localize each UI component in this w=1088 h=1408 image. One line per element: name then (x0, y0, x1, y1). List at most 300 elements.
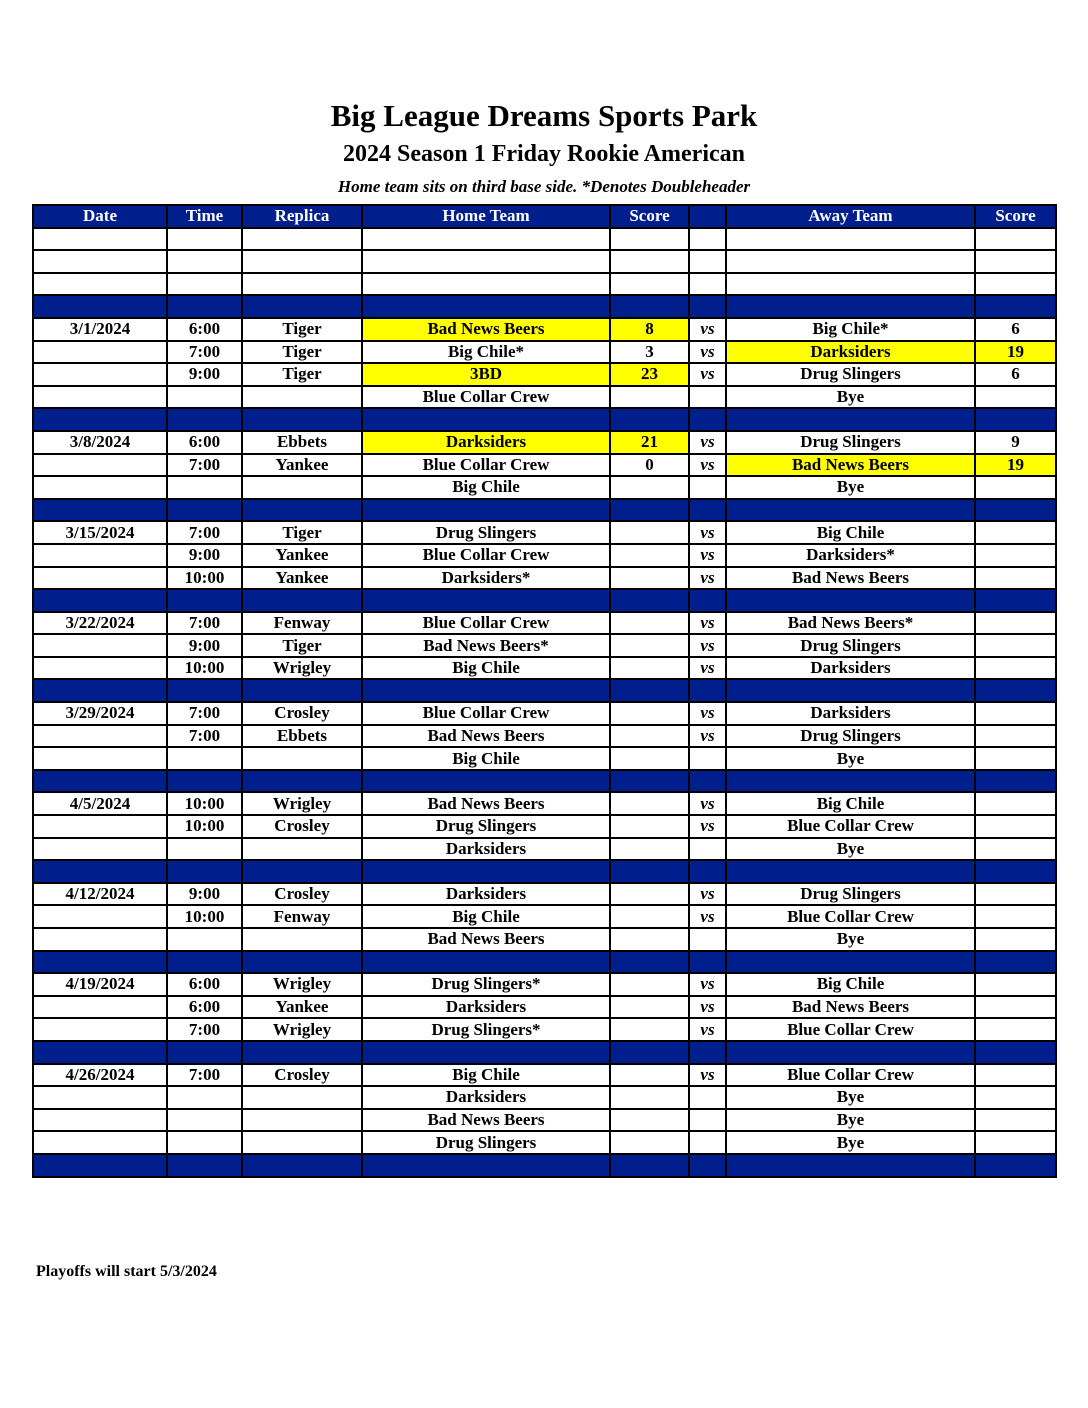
home-score-cell (610, 792, 689, 815)
vs-cell (689, 1154, 726, 1177)
away-team-cell: Big Chile (726, 792, 975, 815)
away-team-cell: Bye (726, 476, 975, 499)
blank-row (33, 273, 1056, 296)
home-team-cell (362, 770, 610, 793)
home-team-cell: Blue Collar Crew (362, 612, 610, 635)
away-score-cell (975, 1109, 1056, 1132)
game-row (33, 996, 1056, 1019)
week-separator-row (33, 951, 1056, 974)
vs-cell (689, 1131, 726, 1154)
away-team-cell: Bye (726, 386, 975, 409)
replica-cell (242, 1109, 362, 1132)
home-score-cell (610, 250, 689, 273)
home-score-cell (610, 1041, 689, 1064)
date-cell: 4/19/2024 (33, 973, 167, 996)
replica-cell (242, 1131, 362, 1154)
game-row (33, 905, 1056, 928)
game-row (33, 747, 1056, 770)
away-score-cell (975, 725, 1056, 748)
date-cell (33, 815, 167, 838)
replica-cell (242, 250, 362, 273)
game-row (33, 725, 1056, 748)
home-score-cell (610, 770, 689, 793)
replica-cell: Tiger (242, 363, 362, 386)
home-score-cell (610, 1131, 689, 1154)
away-team-cell (726, 295, 975, 318)
away-score-cell (975, 905, 1056, 928)
home-score-cell (610, 951, 689, 974)
date-cell: 4/5/2024 (33, 792, 167, 815)
away-score-cell (975, 679, 1056, 702)
vs-cell: vs (689, 612, 726, 635)
time-cell: 10:00 (167, 815, 242, 838)
vs-cell (689, 838, 726, 861)
game-row (33, 883, 1056, 906)
away-team-cell: Bye (726, 747, 975, 770)
home-score-cell (610, 815, 689, 838)
away-score-cell (975, 544, 1056, 567)
home-score-cell (610, 725, 689, 748)
home-team-cell: Bad News Beers (362, 1109, 610, 1132)
home-team-cell (362, 1154, 610, 1177)
home-score-cell (610, 521, 689, 544)
date-cell: 3/8/2024 (33, 431, 167, 454)
away-team-cell (726, 1041, 975, 1064)
replica-cell: Fenway (242, 612, 362, 635)
vs-cell: vs (689, 567, 726, 590)
week-separator-row (33, 1041, 1056, 1064)
replica-cell (242, 838, 362, 861)
col-away-score-header: Score (975, 205, 1056, 228)
home-team-cell: Bad News Beers (362, 318, 610, 341)
time-cell (167, 1041, 242, 1064)
vs-cell: vs (689, 634, 726, 657)
vs-cell: vs (689, 318, 726, 341)
away-score-cell (975, 386, 1056, 409)
home-score-cell (610, 634, 689, 657)
home-team-cell (362, 679, 610, 702)
week-separator-row (33, 1154, 1056, 1177)
home-team-cell: Blue Collar Crew (362, 386, 610, 409)
vs-cell: vs (689, 883, 726, 906)
blank-row (33, 250, 1056, 273)
game-row (33, 1109, 1056, 1132)
home-score-cell (610, 1109, 689, 1132)
game-row (33, 521, 1056, 544)
away-team-cell (726, 951, 975, 974)
game-row (33, 612, 1056, 635)
home-team-cell: Darksiders (362, 883, 610, 906)
date-cell (33, 905, 167, 928)
vs-cell (689, 499, 726, 522)
time-cell: 7:00 (167, 341, 242, 364)
away-team-cell (726, 499, 975, 522)
replica-cell: Wrigley (242, 657, 362, 680)
away-score-cell (975, 612, 1056, 635)
replica-cell (242, 1086, 362, 1109)
home-score-cell (610, 996, 689, 1019)
game-row (33, 476, 1056, 499)
away-score-cell (975, 273, 1056, 296)
away-team-cell: Blue Collar Crew (726, 905, 975, 928)
page-subtitle: 2024 Season 1 Friday Rookie American (343, 141, 745, 167)
replica-cell (242, 747, 362, 770)
away-team-cell (726, 1154, 975, 1177)
replica-cell (242, 476, 362, 499)
away-score-cell (975, 521, 1056, 544)
home-score-cell (610, 567, 689, 590)
schedule-table (32, 204, 1057, 1178)
date-cell (33, 951, 167, 974)
away-team-cell: Blue Collar Crew (726, 815, 975, 838)
time-cell: 9:00 (167, 634, 242, 657)
away-score-cell (975, 657, 1056, 680)
vs-cell (689, 1109, 726, 1132)
replica-cell (242, 679, 362, 702)
time-cell: 7:00 (167, 1018, 242, 1041)
home-score-cell (610, 702, 689, 725)
home-score-cell (610, 883, 689, 906)
home-score-cell (610, 544, 689, 567)
away-score-cell (975, 1154, 1056, 1177)
replica-cell (242, 589, 362, 612)
away-team-cell (726, 408, 975, 431)
home-score-cell (610, 295, 689, 318)
replica-cell (242, 860, 362, 883)
game-row (33, 792, 1056, 815)
home-score-cell (610, 386, 689, 409)
vs-cell (689, 386, 726, 409)
time-cell: 10:00 (167, 657, 242, 680)
away-score-cell (975, 228, 1056, 251)
vs-cell: vs (689, 792, 726, 815)
home-team-cell: Blue Collar Crew (362, 454, 610, 477)
time-cell (167, 1131, 242, 1154)
home-team-cell: Darksiders (362, 1086, 610, 1109)
replica-cell: Crosley (242, 702, 362, 725)
vs-cell (689, 747, 726, 770)
away-team-cell: Darksiders (726, 702, 975, 725)
vs-cell: vs (689, 973, 726, 996)
away-score-cell (975, 295, 1056, 318)
vs-cell: vs (689, 657, 726, 680)
date-cell (33, 725, 167, 748)
home-score-cell (610, 589, 689, 612)
home-team-cell (362, 1041, 610, 1064)
date-cell (33, 770, 167, 793)
away-score-cell (975, 634, 1056, 657)
home-team-cell (362, 228, 610, 251)
away-score-cell (975, 702, 1056, 725)
away-team-cell: Blue Collar Crew (726, 1064, 975, 1087)
time-cell (167, 679, 242, 702)
home-score-cell (610, 1064, 689, 1087)
vs-cell: vs (689, 725, 726, 748)
date-cell (33, 363, 167, 386)
vs-cell: vs (689, 544, 726, 567)
away-team-cell (726, 679, 975, 702)
game-row (33, 1086, 1056, 1109)
away-team-cell: Darksiders (726, 657, 975, 680)
date-cell (33, 567, 167, 590)
time-cell (167, 860, 242, 883)
home-team-cell (362, 250, 610, 273)
replica-cell (242, 273, 362, 296)
vs-cell: vs (689, 815, 726, 838)
date-cell (33, 408, 167, 431)
away-team-cell: Bad News Beers* (726, 612, 975, 635)
date-cell (33, 838, 167, 861)
home-team-cell (362, 295, 610, 318)
away-team-cell: Drug Slingers (726, 431, 975, 454)
game-row (33, 1018, 1056, 1041)
away-score-cell (975, 883, 1056, 906)
date-cell (33, 679, 167, 702)
home-team-cell: Big Chile (362, 657, 610, 680)
replica-cell: Tiger (242, 521, 362, 544)
replica-cell: Crosley (242, 883, 362, 906)
away-score-cell: 19 (975, 341, 1056, 364)
home-team-cell: Blue Collar Crew (362, 702, 610, 725)
date-cell (33, 250, 167, 273)
replica-cell: Fenway (242, 905, 362, 928)
replica-cell: Yankee (242, 567, 362, 590)
week-separator-row (33, 770, 1056, 793)
vs-cell: vs (689, 702, 726, 725)
away-score-cell (975, 928, 1056, 951)
col-time-header: Time (167, 205, 242, 228)
date-cell (33, 228, 167, 251)
time-cell (167, 273, 242, 296)
date-cell (33, 1086, 167, 1109)
time-cell (167, 1086, 242, 1109)
game-row (33, 1131, 1056, 1154)
home-score-cell (610, 612, 689, 635)
away-team-cell (726, 589, 975, 612)
home-team-cell: Bad News Beers* (362, 634, 610, 657)
home-team-cell: Big Chile (362, 476, 610, 499)
date-cell (33, 996, 167, 1019)
replica-cell (242, 499, 362, 522)
time-cell (167, 1109, 242, 1132)
home-score-cell: 21 (610, 431, 689, 454)
away-team-cell: Bye (726, 928, 975, 951)
home-score-cell (610, 838, 689, 861)
page-title: Big League Dreams Sports Park (330, 98, 758, 133)
home-score-cell: 23 (610, 363, 689, 386)
vs-cell (689, 951, 726, 974)
date-cell (33, 273, 167, 296)
vs-cell (689, 770, 726, 793)
time-cell (167, 250, 242, 273)
time-cell (167, 770, 242, 793)
home-team-cell (362, 499, 610, 522)
away-score-cell: 9 (975, 431, 1056, 454)
col-vs-header (689, 205, 726, 228)
date-cell (33, 341, 167, 364)
time-cell (167, 838, 242, 861)
away-score-cell (975, 476, 1056, 499)
home-team-cell: Drug Slingers* (362, 1018, 610, 1041)
game-row (33, 318, 1056, 341)
playoffs-note: Playoffs will start 5/3/2024 (36, 1263, 217, 1280)
away-team-cell: Bye (726, 1086, 975, 1109)
away-score-cell (975, 1086, 1056, 1109)
home-score-cell (610, 679, 689, 702)
game-row (33, 973, 1056, 996)
away-team-cell: Drug Slingers (726, 883, 975, 906)
time-cell (167, 408, 242, 431)
time-cell: 7:00 (167, 702, 242, 725)
date-cell (33, 1109, 167, 1132)
time-cell: 9:00 (167, 883, 242, 906)
date-cell (33, 544, 167, 567)
game-row (33, 815, 1056, 838)
away-score-cell (975, 770, 1056, 793)
week-separator-row (33, 295, 1056, 318)
date-cell: 3/29/2024 (33, 702, 167, 725)
date-cell: 4/26/2024 (33, 1064, 167, 1087)
vs-cell (689, 1086, 726, 1109)
time-cell: 10:00 (167, 567, 242, 590)
away-score-cell (975, 747, 1056, 770)
away-team-cell: Bye (726, 838, 975, 861)
week-separator-row (33, 589, 1056, 612)
replica-cell: Ebbets (242, 431, 362, 454)
home-score-cell (610, 928, 689, 951)
vs-cell (689, 679, 726, 702)
away-team-cell: Bye (726, 1131, 975, 1154)
away-score-cell (975, 1018, 1056, 1041)
home-team-cell (362, 860, 610, 883)
time-cell (167, 295, 242, 318)
home-score-cell: 8 (610, 318, 689, 341)
away-score-cell (975, 1041, 1056, 1064)
away-team-cell: Big Chile (726, 521, 975, 544)
blank-row (33, 228, 1056, 251)
replica-cell: Wrigley (242, 973, 362, 996)
home-team-cell: Bad News Beers (362, 725, 610, 748)
replica-cell (242, 1041, 362, 1064)
home-score-cell (610, 228, 689, 251)
home-team-cell: Drug Slingers* (362, 973, 610, 996)
replica-cell: Yankee (242, 996, 362, 1019)
away-score-cell: 6 (975, 318, 1056, 341)
date-cell: 3/22/2024 (33, 612, 167, 635)
vs-cell: vs (689, 996, 726, 1019)
home-team-cell (362, 408, 610, 431)
vs-cell (689, 1041, 726, 1064)
away-score-cell: 6 (975, 363, 1056, 386)
game-row (33, 1064, 1056, 1087)
away-score-cell (975, 567, 1056, 590)
date-cell (33, 476, 167, 499)
time-cell: 7:00 (167, 454, 242, 477)
time-cell (167, 747, 242, 770)
replica-cell: Tiger (242, 318, 362, 341)
time-cell: 10:00 (167, 792, 242, 815)
vs-cell: vs (689, 521, 726, 544)
home-team-cell: Drug Slingers (362, 1131, 610, 1154)
away-score-cell (975, 1064, 1056, 1087)
time-cell: 7:00 (167, 725, 242, 748)
away-team-cell: Big Chile* (726, 318, 975, 341)
away-score-cell (975, 815, 1056, 838)
header-row (33, 205, 1056, 228)
date-cell (33, 386, 167, 409)
vs-cell (689, 273, 726, 296)
vs-cell: vs (689, 454, 726, 477)
away-team-cell: Bye (726, 1109, 975, 1132)
away-team-cell (726, 273, 975, 296)
vs-cell (689, 408, 726, 431)
away-team-cell: Blue Collar Crew (726, 1018, 975, 1041)
date-cell (33, 860, 167, 883)
vs-cell (689, 250, 726, 273)
col-away-team-header: Away Team (726, 205, 975, 228)
home-team-cell: Big Chile* (362, 341, 610, 364)
game-row (33, 544, 1056, 567)
home-team-cell: Darksiders (362, 996, 610, 1019)
vs-cell: vs (689, 363, 726, 386)
col-home-score-header: Score (610, 205, 689, 228)
date-cell (33, 499, 167, 522)
home-team-cell: Drug Slingers (362, 815, 610, 838)
time-cell (167, 1154, 242, 1177)
time-cell (167, 386, 242, 409)
week-separator-row (33, 679, 1056, 702)
replica-cell: Wrigley (242, 1018, 362, 1041)
date-cell (33, 1131, 167, 1154)
time-cell: 6:00 (167, 996, 242, 1019)
game-row (33, 363, 1056, 386)
replica-cell: Yankee (242, 544, 362, 567)
away-team-cell: Drug Slingers (726, 363, 975, 386)
home-score-cell (610, 860, 689, 883)
vs-cell: vs (689, 1064, 726, 1087)
replica-cell: Yankee (242, 454, 362, 477)
replica-cell: Wrigley (242, 792, 362, 815)
date-cell: 3/15/2024 (33, 521, 167, 544)
game-row (33, 431, 1056, 454)
away-score-cell (975, 792, 1056, 815)
away-score-cell (975, 860, 1056, 883)
away-score-cell (975, 973, 1056, 996)
home-score-cell (610, 499, 689, 522)
game-row (33, 702, 1056, 725)
time-cell (167, 951, 242, 974)
time-cell: 7:00 (167, 612, 242, 635)
replica-cell: Crosley (242, 1064, 362, 1087)
replica-cell (242, 1154, 362, 1177)
home-score-cell (610, 905, 689, 928)
date-cell (33, 295, 167, 318)
home-team-cell: Big Chile (362, 905, 610, 928)
date-cell (33, 634, 167, 657)
game-row (33, 454, 1056, 477)
date-cell (33, 589, 167, 612)
replica-cell (242, 928, 362, 951)
away-score-cell (975, 250, 1056, 273)
replica-cell: Tiger (242, 634, 362, 657)
date-cell: 4/12/2024 (33, 883, 167, 906)
col-date-header: Date (33, 205, 167, 228)
home-team-cell (362, 589, 610, 612)
time-cell: 6:00 (167, 431, 242, 454)
away-score-cell (975, 408, 1056, 431)
away-score-cell (975, 838, 1056, 861)
date-cell (33, 1041, 167, 1064)
